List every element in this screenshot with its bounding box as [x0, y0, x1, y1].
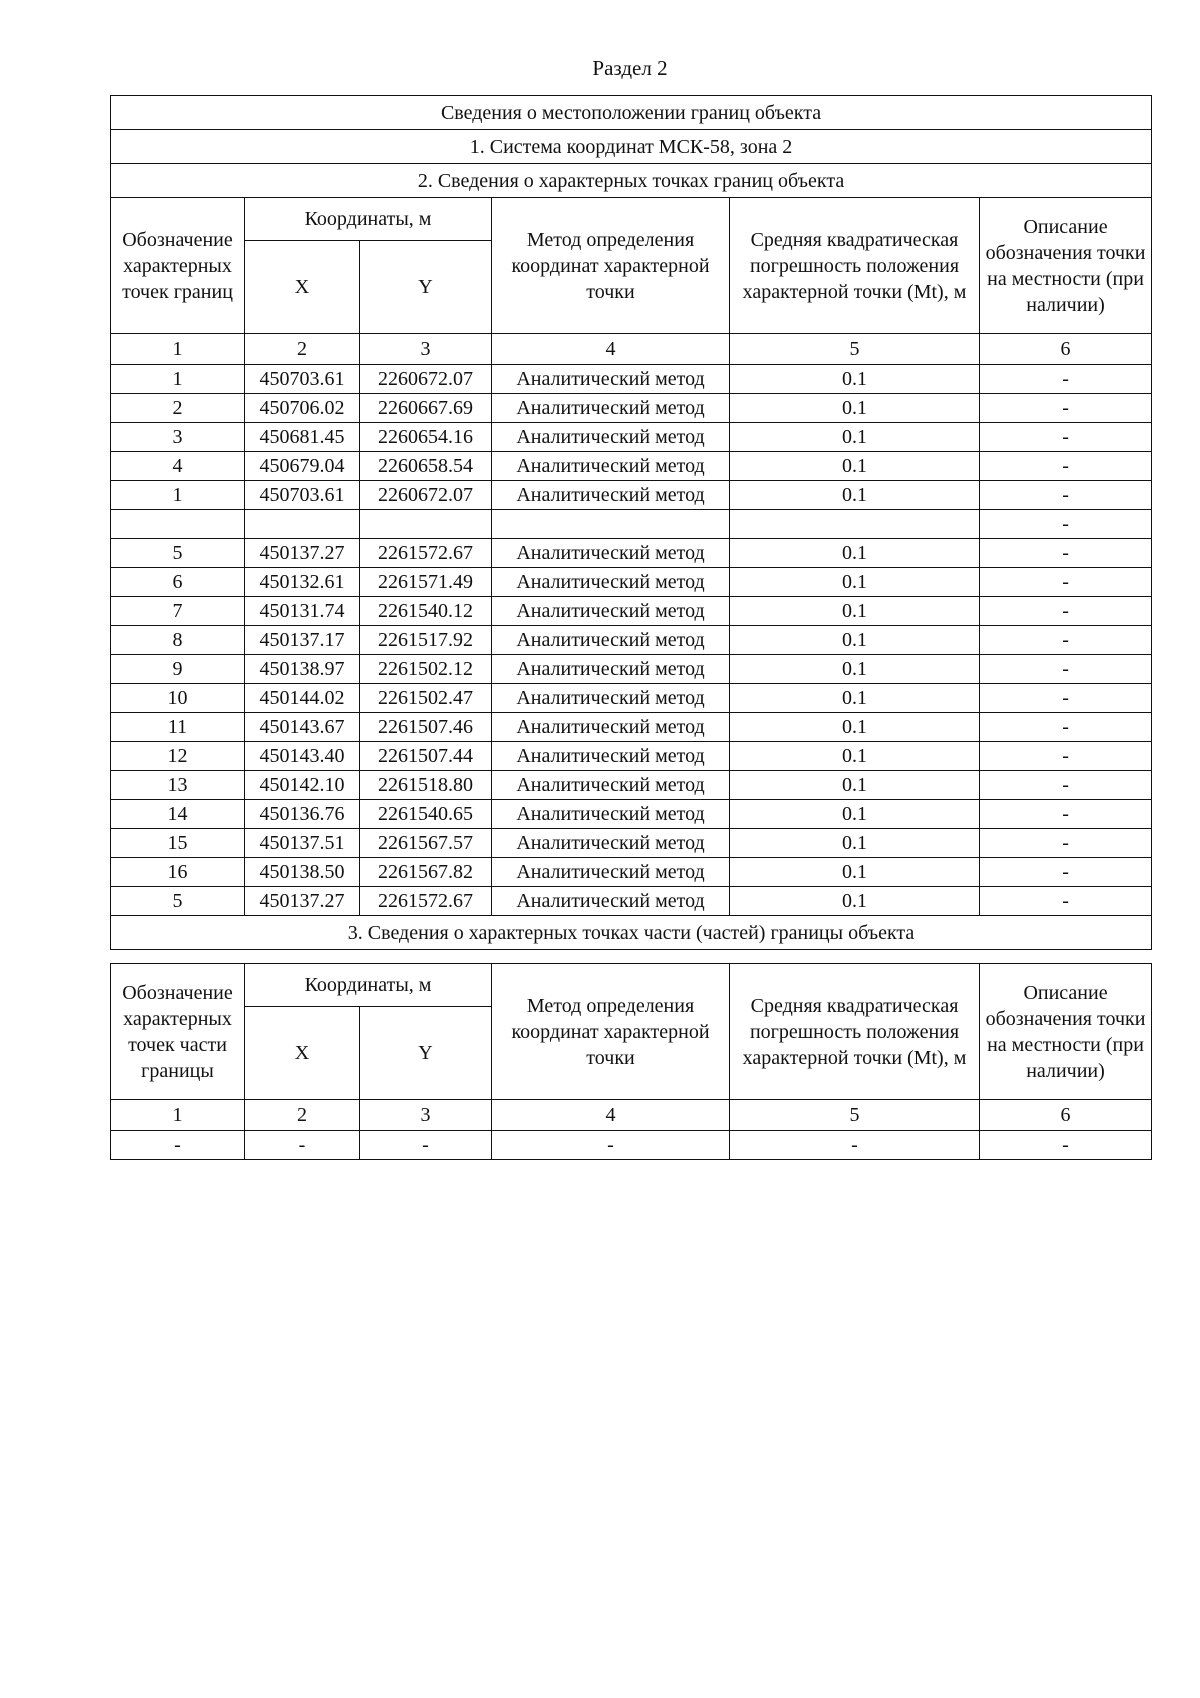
- cell-desc: -: [980, 887, 1152, 916]
- cell-y: [360, 510, 492, 539]
- cell-desc: -: [980, 394, 1152, 423]
- cell-point: 12: [111, 742, 245, 771]
- cell-point: 7: [111, 597, 245, 626]
- cell-method: Аналитический метод: [492, 452, 730, 481]
- cell-mt: 0.1: [730, 742, 980, 771]
- cell-y: 2261572.67: [360, 887, 492, 916]
- cell-point: 16: [111, 858, 245, 887]
- col-method: Метод определения координат характерной точки: [492, 964, 730, 1100]
- cell-point: 5: [111, 539, 245, 568]
- cell-mt: 0.1: [730, 684, 980, 713]
- table-row: [111, 887, 1152, 916]
- cell-mt: 0.1: [730, 597, 980, 626]
- cell-x: 450706.02: [245, 394, 360, 423]
- cell-method: Аналитический метод: [492, 481, 730, 510]
- table-row: [111, 481, 1152, 510]
- cell-method: Аналитический метод: [492, 858, 730, 887]
- col-number: 5: [730, 1100, 980, 1131]
- cell-point: 14: [111, 800, 245, 829]
- col-number: 4: [492, 1100, 730, 1131]
- cell-x: 450137.27: [245, 539, 360, 568]
- cell-mt: 0.1: [730, 655, 980, 684]
- cell-desc: -: [980, 858, 1152, 887]
- cell-method: Аналитический метод: [492, 539, 730, 568]
- cell-method: Аналитический метод: [492, 771, 730, 800]
- cell-point: 11: [111, 713, 245, 742]
- cell-mt: 0.1: [730, 713, 980, 742]
- col-number: 3: [360, 1100, 492, 1131]
- part-points-table: [110, 963, 1152, 1160]
- cell-desc: -: [980, 626, 1152, 655]
- cell-mt: 0.1: [730, 771, 980, 800]
- cell-method: -: [492, 1131, 730, 1160]
- cell-x: -: [245, 1131, 360, 1160]
- cell-desc: -: [980, 800, 1152, 829]
- cell-point: [111, 510, 245, 539]
- boundary-points-table: [110, 95, 1152, 950]
- cell-y: 2261518.80: [360, 771, 492, 800]
- cell-method: Аналитический метод: [492, 887, 730, 916]
- table-row: [111, 713, 1152, 742]
- cell-x: 450703.61: [245, 481, 360, 510]
- col-description: Описание обозначения точки на местности (при наличии): [980, 198, 1152, 334]
- col-method: Метод определения координат характерной точки: [492, 198, 730, 334]
- cell-point: 6: [111, 568, 245, 597]
- cell-y: 2260672.07: [360, 365, 492, 394]
- cell-desc: -: [980, 655, 1152, 684]
- col-number: 2: [245, 1100, 360, 1131]
- cell-x: 450137.27: [245, 887, 360, 916]
- col-coordinates: Координаты, м: [245, 198, 492, 241]
- col-designation: Обозначение характерных точек границ: [111, 198, 245, 334]
- table-row: [111, 771, 1152, 800]
- cell-desc: -: [980, 597, 1152, 626]
- col-accuracy: Средняя квадратическая погрешность положения характерной точки (Mt), м: [730, 198, 980, 334]
- cell-x: 450138.97: [245, 655, 360, 684]
- cell-desc: -: [980, 771, 1152, 800]
- cell-method: Аналитический метод: [492, 684, 730, 713]
- coord-system: 1. Система координат МСК-58, зона 2: [111, 130, 1152, 164]
- col-coordinates: Координаты, м: [245, 964, 492, 1007]
- cell-method: Аналитический метод: [492, 713, 730, 742]
- cell-point: 1: [111, 365, 245, 394]
- cell-x: 450143.67: [245, 713, 360, 742]
- cell-y: 2261502.47: [360, 684, 492, 713]
- cell-y: 2261571.49: [360, 568, 492, 597]
- cell-method: [492, 510, 730, 539]
- cell-mt: 0.1: [730, 887, 980, 916]
- cell-mt: 0.1: [730, 394, 980, 423]
- cell-y: 2261567.57: [360, 829, 492, 858]
- cell-desc: -: [980, 539, 1152, 568]
- cell-x: 450138.50: [245, 858, 360, 887]
- cell-y: 2260672.07: [360, 481, 492, 510]
- cell-point: 2: [111, 394, 245, 423]
- cell-y: 2261572.67: [360, 539, 492, 568]
- cell-x: 450132.61: [245, 568, 360, 597]
- cell-desc: -: [980, 452, 1152, 481]
- cell-mt: 0.1: [730, 626, 980, 655]
- cell-y: 2261507.44: [360, 742, 492, 771]
- col-number: 2: [245, 334, 360, 365]
- cell-method: Аналитический метод: [492, 568, 730, 597]
- cell-y: 2260654.16: [360, 423, 492, 452]
- parts-title: 3. Сведения о характерных точках части (частей) границы объекта: [111, 916, 1152, 950]
- cell-mt: 0.1: [730, 858, 980, 887]
- cell-x: 450137.17: [245, 626, 360, 655]
- table-row: [111, 626, 1152, 655]
- cell-y: 2261507.46: [360, 713, 492, 742]
- table-row: [111, 452, 1152, 481]
- cell-desc: -: [980, 423, 1152, 452]
- col-y: Y: [360, 241, 492, 334]
- cell-y: -: [360, 1131, 492, 1160]
- cell-desc: -: [980, 684, 1152, 713]
- table-row: [111, 655, 1152, 684]
- cell-mt: -: [730, 1131, 980, 1160]
- cell-point: 10: [111, 684, 245, 713]
- cell-desc: -: [980, 742, 1152, 771]
- cell-y: 2261540.65: [360, 800, 492, 829]
- cell-mt: 0.1: [730, 481, 980, 510]
- cell-desc: -: [980, 713, 1152, 742]
- col-description: Описание обозначения точки на местности (при наличии): [980, 964, 1152, 1100]
- cell-point: 15: [111, 829, 245, 858]
- cell-point: -: [111, 1131, 245, 1160]
- table-row: [111, 510, 1152, 539]
- cell-y: 2261517.92: [360, 626, 492, 655]
- cell-desc: -: [980, 365, 1152, 394]
- col-number: 1: [111, 1100, 245, 1131]
- cell-x: 450136.76: [245, 800, 360, 829]
- cell-mt: 0.1: [730, 539, 980, 568]
- table-row: [111, 365, 1152, 394]
- table-row: [111, 423, 1152, 452]
- cell-point: 5: [111, 887, 245, 916]
- cell-method: Аналитический метод: [492, 597, 730, 626]
- cell-method: Аналитический метод: [492, 423, 730, 452]
- cell-x: 450703.61: [245, 365, 360, 394]
- cell-point: 13: [111, 771, 245, 800]
- cell-x: 450679.04: [245, 452, 360, 481]
- table-row: [111, 829, 1152, 858]
- cell-desc: -: [980, 481, 1152, 510]
- cell-method: Аналитический метод: [492, 800, 730, 829]
- cell-method: Аналитический метод: [492, 742, 730, 771]
- cell-point: 3: [111, 423, 245, 452]
- cell-y: 2261567.82: [360, 858, 492, 887]
- col-designation: Обозначение характерных точек части границы: [111, 964, 245, 1100]
- cell-desc: -: [980, 510, 1152, 539]
- table-row: [111, 394, 1152, 423]
- cell-desc: -: [980, 568, 1152, 597]
- col-number: 6: [980, 1100, 1152, 1131]
- cell-mt: 0.1: [730, 452, 980, 481]
- cell-x: 450143.40: [245, 742, 360, 771]
- col-x: X: [245, 241, 360, 334]
- cell-method: Аналитический метод: [492, 626, 730, 655]
- cell-mt: 0.1: [730, 800, 980, 829]
- col-number: 3: [360, 334, 492, 365]
- cell-x: 450137.51: [245, 829, 360, 858]
- table-row: [111, 742, 1152, 771]
- cell-point: 9: [111, 655, 245, 684]
- cell-x: [245, 510, 360, 539]
- table-row: [111, 858, 1152, 887]
- col-accuracy: Средняя квадратическая погрешность положения характерной точки (Mt), м: [730, 964, 980, 1100]
- table-row: [111, 1131, 1152, 1160]
- cell-mt: 0.1: [730, 423, 980, 452]
- cell-x: 450142.10: [245, 771, 360, 800]
- col-number: 6: [980, 334, 1152, 365]
- table-row: [111, 539, 1152, 568]
- cell-mt: 0.1: [730, 365, 980, 394]
- col-x: X: [245, 1007, 360, 1100]
- cell-desc: -: [980, 829, 1152, 858]
- cell-y: 2260658.54: [360, 452, 492, 481]
- cell-mt: 0.1: [730, 568, 980, 597]
- cell-x: 450131.74: [245, 597, 360, 626]
- cell-y: 2261540.12: [360, 597, 492, 626]
- table-row: [111, 597, 1152, 626]
- cell-method: Аналитический метод: [492, 829, 730, 858]
- cell-method: Аналитический метод: [492, 365, 730, 394]
- table-row: [111, 568, 1152, 597]
- cell-point: 1: [111, 481, 245, 510]
- table-row: [111, 800, 1152, 829]
- cell-mt: 0.1: [730, 829, 980, 858]
- cell-y: 2261502.12: [360, 655, 492, 684]
- cell-desc: -: [980, 1131, 1152, 1160]
- cell-method: Аналитический метод: [492, 394, 730, 423]
- cell-method: Аналитический метод: [492, 655, 730, 684]
- col-number: 1: [111, 334, 245, 365]
- header-title: Сведения о местоположении границ объекта: [111, 96, 1152, 130]
- points-title: 2. Сведения о характерных точках границ объекта: [111, 164, 1152, 198]
- cell-x: 450681.45: [245, 423, 360, 452]
- cell-y: 2260667.69: [360, 394, 492, 423]
- cell-x: 450144.02: [245, 684, 360, 713]
- col-number: 4: [492, 334, 730, 365]
- cell-mt: [730, 510, 980, 539]
- section-label: Раздел 2: [592, 56, 668, 80]
- col-number: 5: [730, 334, 980, 365]
- col-y: Y: [360, 1007, 492, 1100]
- table-row: [111, 684, 1152, 713]
- cell-point: 4: [111, 452, 245, 481]
- cell-point: 8: [111, 626, 245, 655]
